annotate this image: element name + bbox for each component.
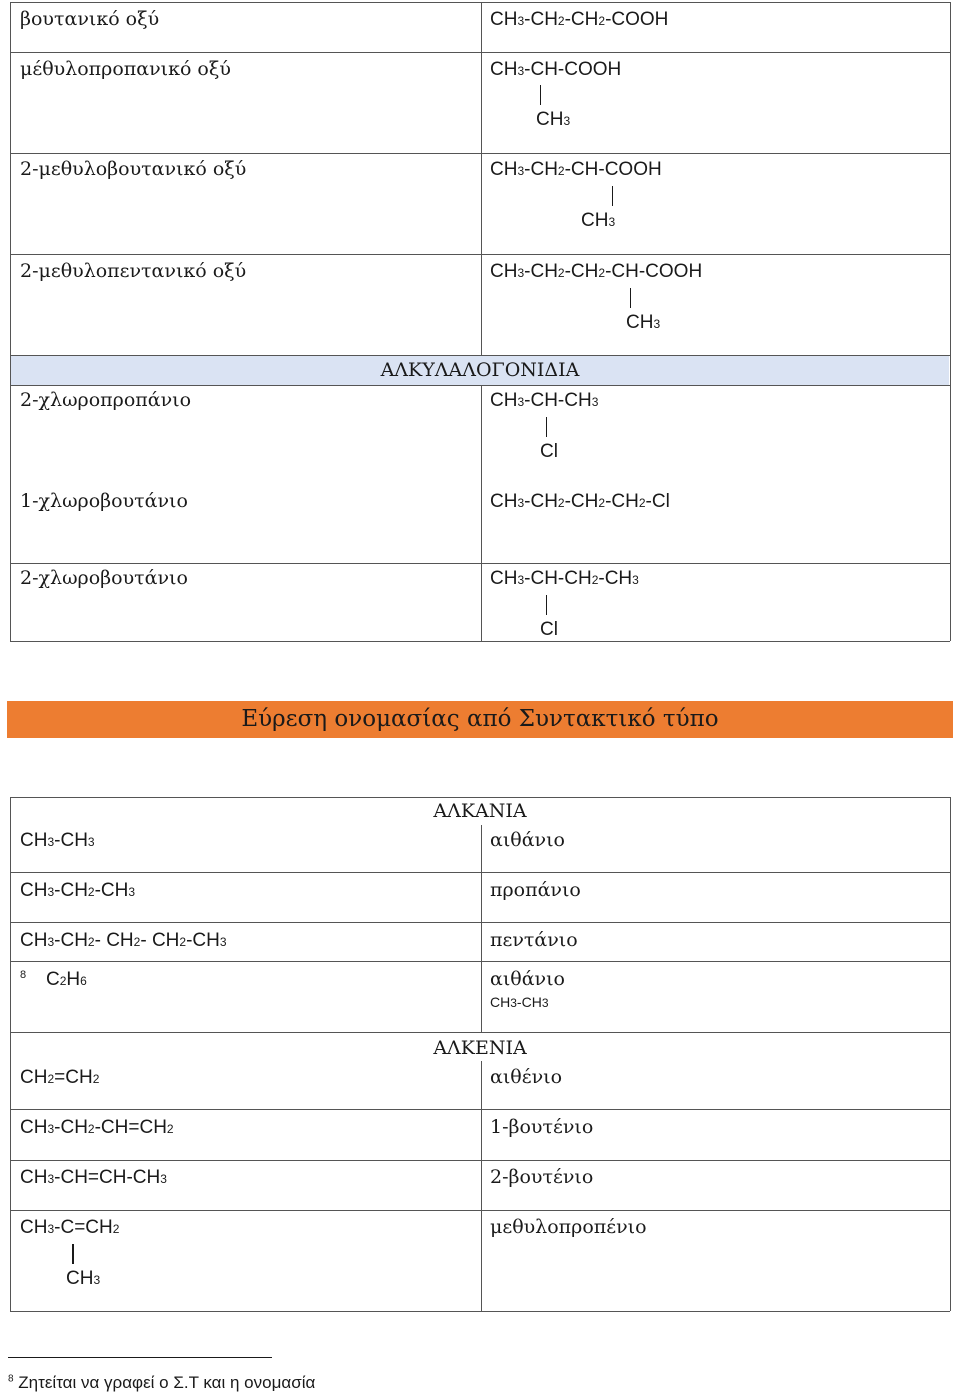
haloalkane-branch: Cl (540, 441, 558, 462)
haloalkane-name: 1-χλωροβουτάνιο (20, 490, 188, 512)
alkane-formula: CH3-CH3 (20, 830, 95, 851)
footnote (8, 1373, 315, 1393)
alkene-name: μεθυλοπροπένιο (490, 1216, 647, 1238)
acid-branch: CH3 (536, 109, 571, 130)
haloalkanes-header: ΑΛΚΥΛΑΛΟΓΟΝΙΔΙΑ (11, 356, 949, 385)
acid-formula: CH3-CH2-CH-COOH (490, 159, 662, 180)
alkane-name: αιθάνιο (490, 968, 565, 990)
alkane-formula: CH3-CH2-CH3 (20, 880, 136, 901)
bond-line (72, 1244, 74, 1264)
acid-formula: CH3-CH-COOH (490, 59, 622, 80)
acid-name: μέθυλοπροπανικό οξύ (20, 58, 231, 80)
bond-line (546, 417, 547, 437)
footnote-mark: 8 (8, 1373, 14, 1385)
alkene-name: 1-βουτένιο (490, 1116, 594, 1138)
acid-branch: CH3 (581, 210, 616, 231)
alkanes-header: ΑΛΚΑΝΙΑ (433, 800, 527, 822)
alkene-formula: CH3-C=CH2 (20, 1217, 120, 1238)
alkenes-header: ΑΛΚΕΝΙΑ (433, 1037, 527, 1059)
acid-name: 2-μεθυλοβουτανικό οξύ (20, 158, 247, 180)
haloalkane-formula: CH3-CH-CH3 (490, 390, 599, 411)
section-banner: Εύρεση ονομασίας από Συντακτικό τύπο (7, 701, 953, 738)
acid-formula: CH3-CH2-CH2-CH-COOH (490, 261, 703, 282)
alkene-formula: CH3-CH2-CH=CH2 (20, 1117, 174, 1138)
bond-line (612, 186, 613, 206)
bond-line (540, 85, 541, 105)
acid-branch: CH3 (626, 312, 661, 333)
alkene-name: αιθένιο (490, 1066, 563, 1088)
footnote-mark: 8 (20, 969, 27, 981)
alkane-formula (20, 970, 26, 989)
acid-name: 2-μεθυλοπεντανικό οξύ (20, 260, 247, 282)
haloalkane-formula: CH3-CH-CH2-CH3 (490, 568, 639, 589)
alkene-branch: CH3 (66, 1268, 101, 1289)
haloalkane-branch: Cl (540, 619, 558, 640)
acid-formula: CH3-CH2-CH2-COOH (490, 9, 669, 30)
haloalkane-name: 2-χλωροπροπάνιο (20, 389, 192, 411)
alkane-name: πεντάνιο (490, 929, 578, 951)
footnote-text: Ζητείται να γραφεί ο Σ.Τ και η ονομασία (18, 1373, 316, 1392)
bond-line (546, 595, 547, 615)
alkane-name: προπάνιο (490, 879, 581, 901)
haloalkane-name: 2-χλωροβουτάνιο (20, 567, 188, 589)
alkane-formula: CH3-CH2- CH2- CH2-CH3 (20, 930, 227, 951)
alkene-formula: CH2=CH2 (20, 1067, 100, 1088)
alkane-formula: C2H6 (46, 969, 87, 990)
bond-line (630, 288, 631, 308)
haloalkane-formula: CH3-CH2-CH2-CH2-Cl (490, 491, 670, 512)
alkane-name: αιθάνιο (490, 829, 565, 851)
alkene-formula: CH3-CH=CH-CH3 (20, 1167, 167, 1188)
acid-name: βουτανικό οξύ (20, 8, 160, 30)
alkene-name: 2-βουτένιο (490, 1166, 594, 1188)
alkane-structure: CH3-CH3 (490, 994, 549, 1010)
